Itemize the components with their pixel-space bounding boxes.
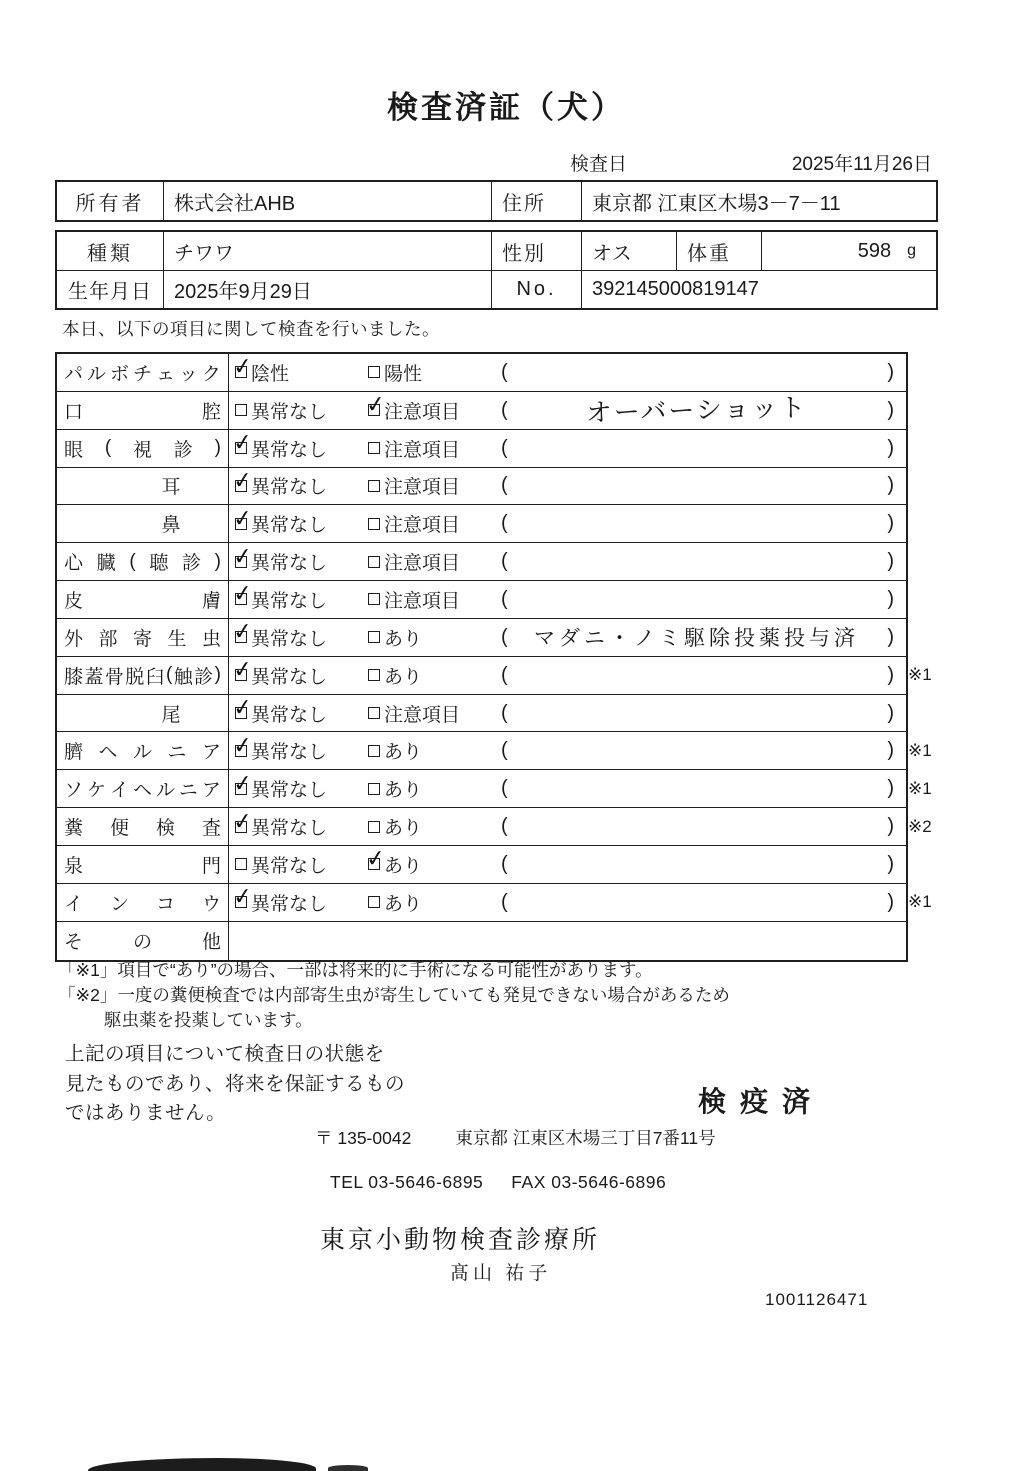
- checkbox-icon: [235, 631, 247, 643]
- owner-value: 株式会社AHB: [164, 182, 492, 220]
- checklist-row: [57, 392, 906, 430]
- open-paren: (: [501, 890, 508, 913]
- pet-row-2: [57, 270, 936, 308]
- close-paren: ): [887, 852, 894, 875]
- document-serial-number: 1001126471: [765, 1290, 869, 1309]
- checkbox-icon: [368, 669, 380, 681]
- pet-table: [55, 230, 938, 310]
- row-label: 眼 ( 視 診 ): [57, 430, 229, 467]
- option-1-label: 異常なし: [251, 590, 328, 612]
- option-2: [368, 889, 501, 916]
- checklist-row: [57, 430, 906, 468]
- checkbox-icon: [235, 783, 247, 795]
- row-options: [229, 695, 906, 732]
- option-1: [235, 548, 368, 575]
- checkbox-icon: [368, 707, 380, 719]
- checkbox-icon: [235, 707, 247, 719]
- option-2: [368, 510, 501, 537]
- option-2: [368, 700, 501, 727]
- checkbox-icon: [235, 518, 247, 530]
- option-2: [368, 548, 501, 575]
- option-1-label: 異常なし: [251, 742, 328, 764]
- checkbox-icon: [368, 442, 380, 454]
- open-paren: (: [501, 815, 508, 838]
- option-1-label: 異常なし: [251, 553, 328, 575]
- option-1: [235, 813, 368, 840]
- row-options: [229, 468, 906, 505]
- row-note-area: [501, 581, 906, 618]
- option-1-label: 異常なし: [251, 818, 328, 840]
- footnote-2-line2: 駆虫薬を投薬しています。: [104, 1009, 313, 1030]
- open-paren: (: [501, 663, 508, 686]
- option-1-label: 異常なし: [251, 515, 328, 537]
- clinic-address-row: [315, 1125, 716, 1150]
- option-1: [235, 851, 368, 878]
- close-paren: ): [887, 587, 894, 610]
- clinic-postal-code: 〒 135-0042: [315, 1128, 412, 1148]
- row-note-area: [501, 392, 906, 429]
- row-note-area: [501, 505, 906, 542]
- row-options: [229, 808, 906, 845]
- checkbox-icon: [235, 669, 247, 681]
- option-1: [235, 435, 368, 462]
- option-1-label: 異常なし: [251, 401, 328, 423]
- row-note: マダニ・ノミ駆除投薬投与済: [534, 627, 859, 651]
- checklist-table: [55, 352, 932, 962]
- open-paren: (: [501, 550, 508, 573]
- checkbox-icon: [368, 480, 380, 492]
- close-paren: ): [887, 398, 894, 421]
- option-1-label: 異常なし: [251, 628, 328, 650]
- option-2: [368, 813, 501, 840]
- sex-label: 性別: [492, 232, 582, 270]
- close-paren: ): [887, 360, 894, 383]
- row-options: [229, 770, 906, 807]
- open-paren: (: [501, 701, 508, 724]
- row-options: [229, 505, 906, 542]
- open-paren: (: [501, 436, 508, 459]
- checklist-row: [57, 922, 906, 960]
- checkbox-icon: [235, 858, 247, 870]
- row-options: [229, 846, 906, 883]
- option-1-label: 異常なし: [251, 855, 328, 877]
- row-label: 臍 ヘ ル ニ ア: [57, 732, 229, 769]
- option-1: [235, 775, 368, 802]
- document-title: 検査済証（犬）: [387, 90, 625, 125]
- row-label: 口 腔: [57, 392, 229, 429]
- owner-address-value: 東京都 江東区木場3－7－11: [592, 192, 841, 215]
- checkbox-icon: [235, 404, 247, 416]
- checklist-row: [57, 808, 932, 846]
- sex-value: オス: [582, 232, 677, 270]
- checkbox-icon: [235, 366, 247, 378]
- checklist-row: [57, 468, 906, 506]
- open-paren: (: [501, 474, 508, 497]
- no-label: No.: [492, 271, 582, 308]
- option-2: [368, 472, 501, 499]
- row-label: 膝 蓋 骨 脱 臼 ( 触 診 ): [57, 657, 229, 694]
- checklist-row: [57, 581, 906, 619]
- option-1-label: 陰性: [251, 363, 290, 385]
- birth-value: 2025年9月29日: [164, 271, 492, 308]
- row-note: オーバーショット: [585, 391, 808, 428]
- footnote-1: 「※1」項目で“あり”の場合、一部は将来的に手術になる可能性があります。: [58, 960, 653, 980]
- row-note-area: [501, 846, 906, 883]
- option-1-label: 異常なし: [251, 893, 328, 915]
- row-label: 心 臓 ( 聴 診 ): [57, 543, 229, 580]
- option-2: [368, 662, 501, 689]
- open-paren: (: [501, 739, 508, 762]
- row-label: 泉 門: [57, 846, 229, 883]
- option-2-label: あり: [384, 628, 423, 650]
- owner-address-label: 住所: [492, 182, 582, 220]
- option-2: [368, 586, 501, 613]
- weight-value: 598: [857, 239, 892, 262]
- checkbox-icon: [368, 821, 380, 833]
- option-1: [235, 510, 368, 537]
- checkbox-icon: [235, 556, 247, 568]
- option-2: [368, 397, 501, 424]
- footnote-2-line1: 「※2」一度の糞便検査では内部寄生虫が寄生していても発見できない場合があるため: [58, 984, 730, 1005]
- checkbox-icon: [368, 631, 380, 643]
- checkbox-icon: [235, 442, 247, 454]
- option-1-label: 異常なし: [251, 780, 328, 802]
- checklist-row: [57, 732, 932, 770]
- close-paren: ): [887, 890, 894, 913]
- option-2-label: あり: [384, 855, 423, 877]
- option-2-label: 注意項目: [384, 477, 461, 499]
- row-label: そ の 他: [57, 922, 229, 960]
- open-paren: (: [501, 587, 508, 610]
- option-2-label: 陽性: [384, 363, 423, 385]
- close-paren: ): [887, 512, 894, 535]
- row-note-area: [501, 808, 906, 845]
- row-note-area: [501, 657, 906, 694]
- option-2-label: 注意項目: [384, 401, 461, 423]
- owner-row: [57, 182, 936, 220]
- checkbox-icon: [368, 896, 380, 908]
- row-note-area: [501, 619, 906, 656]
- open-paren: (: [501, 360, 508, 383]
- option-1-label: 異常なし: [251, 704, 328, 726]
- checkbox-icon: [368, 404, 380, 416]
- option-2-label: 注意項目: [384, 590, 461, 612]
- checkbox-icon: [368, 593, 380, 605]
- close-paren: ): [887, 701, 894, 724]
- checkbox-icon: [368, 783, 380, 795]
- row-options: [229, 392, 906, 429]
- close-paren: ): [887, 625, 894, 648]
- checklist-row: [57, 657, 932, 695]
- option-2-label: あり: [384, 818, 423, 840]
- option-2-label: あり: [384, 893, 423, 915]
- close-paren: ): [887, 550, 894, 573]
- option-2-label: 注意項目: [384, 553, 461, 575]
- option-2-label: 注意項目: [384, 704, 461, 726]
- row-mark: ※1: [908, 778, 932, 798]
- checkbox-icon: [368, 366, 380, 378]
- breed-value: チワワ: [164, 232, 492, 270]
- checklist-row: [57, 770, 932, 808]
- scan-artifact: [328, 1465, 368, 1471]
- checkbox-icon: [235, 480, 247, 492]
- option-1-label: 異常なし: [251, 477, 328, 499]
- open-paren: (: [501, 625, 508, 648]
- closing-line-2: 見たものであり、将来を保証するもの: [65, 1072, 406, 1095]
- option-2-label: 注意項目: [384, 439, 461, 461]
- option-2: [368, 359, 501, 386]
- pet-row-1: [57, 232, 936, 270]
- closing-line-1: 上記の項目について検査日の状態を: [65, 1043, 385, 1065]
- open-paren: (: [501, 398, 508, 421]
- veterinarian-name: 髙山 祐子: [450, 1263, 552, 1284]
- row-note-area: [501, 543, 906, 580]
- row-mark: ※1: [908, 665, 932, 685]
- intro-text: 本日、以下の項目に関して検査を行いました。: [62, 319, 440, 339]
- row-options: [229, 543, 906, 580]
- row-options: [229, 732, 906, 769]
- clinic-name: 東京小動物検査診療所: [320, 1226, 601, 1254]
- row-label: 尾: [57, 695, 229, 732]
- option-1: [235, 889, 368, 916]
- close-paren: ): [887, 739, 894, 762]
- close-paren: ): [887, 777, 894, 800]
- row-options: [229, 884, 906, 921]
- option-2-label: あり: [384, 666, 423, 688]
- checklist-row: [57, 354, 906, 392]
- option-2-label: あり: [384, 780, 423, 802]
- option-1: [235, 586, 368, 613]
- scan-artifact: [88, 1458, 316, 1471]
- row-note-area: [501, 884, 906, 921]
- row-note-area: [501, 732, 906, 769]
- clinic-phone-row: [330, 1172, 666, 1193]
- row-label: 皮 膚: [57, 581, 229, 618]
- no-value: 392145000819147: [592, 278, 759, 300]
- option-2: [368, 624, 501, 651]
- row-note-area: [501, 468, 906, 505]
- row-label: パ ル ボ チ ェ ッ ク: [57, 354, 229, 391]
- clinic-fax: FAX 03-5646-6896: [511, 1172, 667, 1192]
- option-1-label: 異常なし: [251, 439, 328, 461]
- inspection-date-value: 2025年11月26日: [791, 154, 932, 175]
- option-2: [368, 435, 501, 462]
- closing-statement: [65, 1040, 405, 1129]
- owner-label: 所有者: [57, 182, 164, 220]
- close-paren: ): [887, 474, 894, 497]
- row-label: イ ン コ ウ: [57, 884, 229, 921]
- row-label: 糞 便 検 査: [57, 808, 229, 845]
- option-1: [235, 700, 368, 727]
- row-label: 鼻: [57, 505, 229, 542]
- checklist-row: [57, 505, 906, 543]
- birth-label: 生年月日: [57, 271, 164, 308]
- owner-table: [55, 180, 938, 222]
- close-paren: ): [887, 663, 894, 686]
- checkbox-icon: [235, 821, 247, 833]
- checkbox-icon: [235, 745, 247, 757]
- weight-cell: [762, 232, 936, 270]
- option-1: [235, 662, 368, 689]
- weight-label: 体重: [677, 232, 762, 270]
- row-note-area: [501, 430, 906, 467]
- row-note-area: [501, 770, 906, 807]
- option-1: [235, 737, 368, 764]
- row-options: [229, 430, 906, 467]
- checkbox-icon: [368, 556, 380, 568]
- option-2-label: 注意項目: [384, 515, 461, 537]
- footnotes: [58, 958, 730, 1033]
- row-mark: ※1: [908, 892, 932, 912]
- checkbox-icon: [235, 593, 247, 605]
- checklist-row: [57, 543, 906, 581]
- row-options: [229, 354, 906, 391]
- inspection-date-row: [570, 149, 932, 176]
- row-label: ソ ケ イ ヘ ル ニ ア: [57, 770, 229, 807]
- option-1: [235, 472, 368, 499]
- open-paren: (: [501, 777, 508, 800]
- row-options: [229, 922, 906, 960]
- row-label: 耳: [57, 468, 229, 505]
- clinic-address: 東京都 江東区木場三丁目7番11号: [455, 1128, 716, 1148]
- open-paren: (: [501, 852, 508, 875]
- checklist-row: [57, 884, 932, 922]
- checkbox-icon: [368, 745, 380, 757]
- option-1: [235, 397, 368, 424]
- checklist-row: [57, 846, 906, 884]
- open-paren: (: [501, 512, 508, 535]
- row-mark: ※2: [908, 816, 932, 836]
- quarantine-stamp: 検疫済: [698, 1086, 825, 1117]
- option-2: [368, 775, 501, 802]
- close-paren: ): [887, 436, 894, 459]
- checkbox-icon: [368, 518, 380, 530]
- row-options: [229, 657, 906, 694]
- row-options: [229, 581, 906, 618]
- checklist-row: [57, 695, 906, 733]
- close-paren: ): [887, 815, 894, 838]
- clinic-tel: TEL 03-5646-6895: [330, 1172, 484, 1192]
- row-label: 外 部 寄 生 虫: [57, 619, 229, 656]
- row-note-area: [501, 695, 906, 732]
- checkbox-icon: [235, 896, 247, 908]
- option-2: [368, 737, 501, 764]
- closing-line-3: ではありません。: [65, 1102, 227, 1125]
- option-1: [235, 359, 368, 386]
- inspection-date-label: 検査日: [570, 154, 628, 175]
- option-2: [368, 851, 501, 878]
- checklist-row: [57, 619, 906, 657]
- weight-unit: g: [907, 242, 916, 259]
- breed-label: 種類: [57, 232, 164, 270]
- row-mark: ※1: [908, 740, 932, 760]
- option-1: [235, 624, 368, 651]
- checkbox-icon: [368, 858, 380, 870]
- option-2-label: あり: [384, 742, 423, 764]
- row-options: [229, 619, 906, 656]
- option-1-label: 異常なし: [251, 666, 328, 688]
